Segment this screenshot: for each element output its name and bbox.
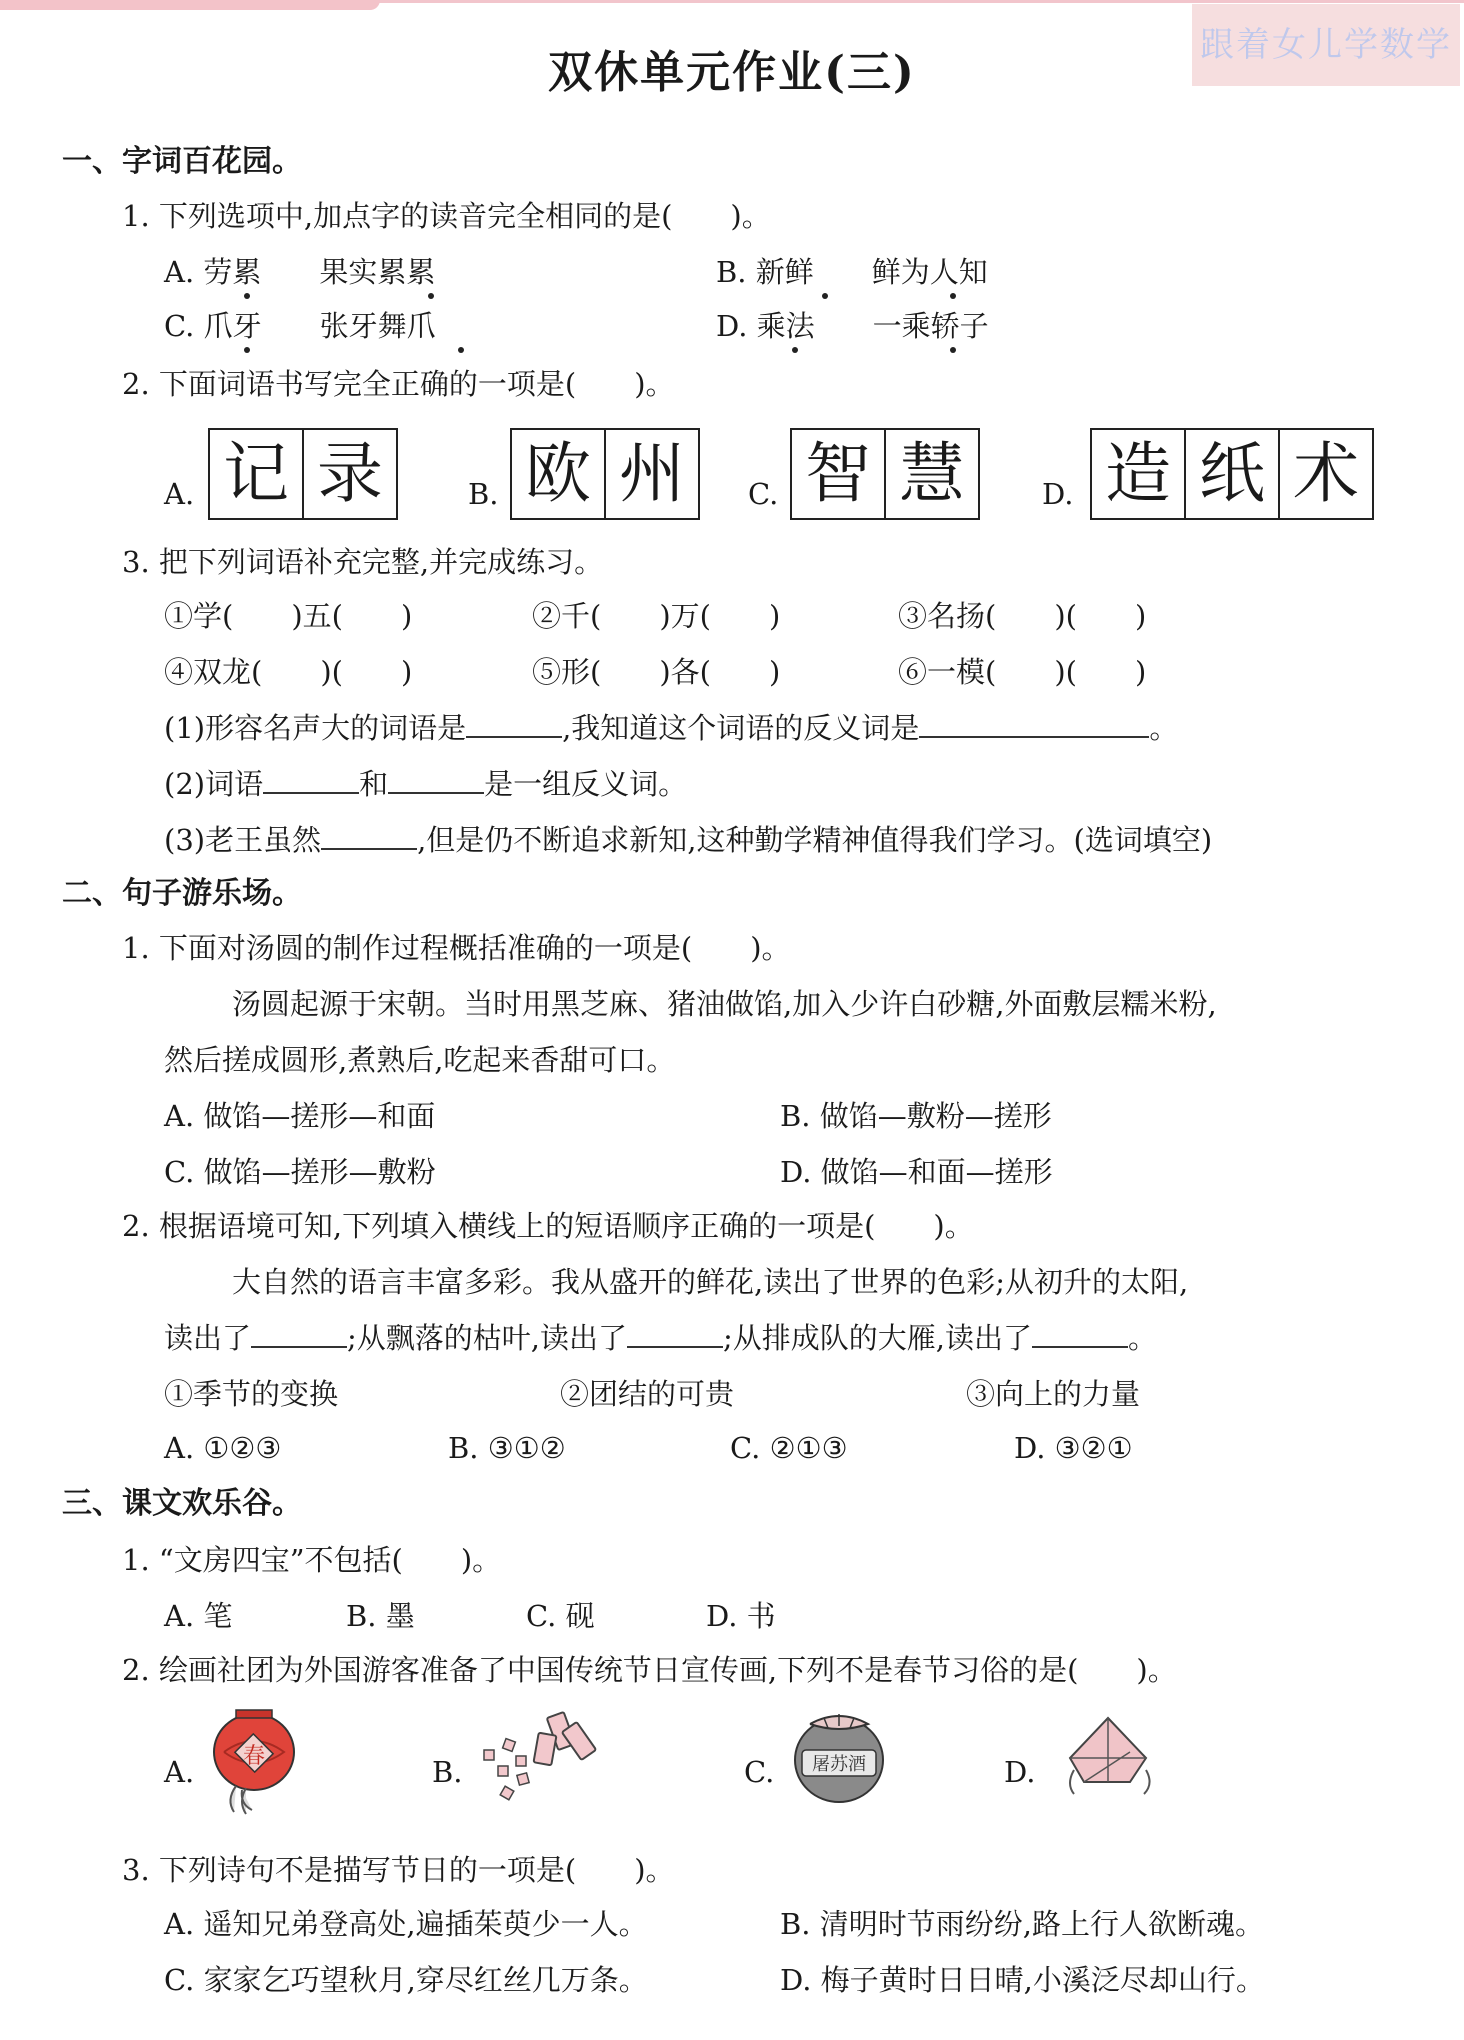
text: ;从排成队的大雁,读出了 — [723, 1321, 1033, 1355]
text: ;从飘落的枯叶,读出了 — [347, 1321, 628, 1355]
s3-q3-option-c: C. 家家乞巧望秋月,穿尽红丝几万条。 — [164, 1963, 648, 1997]
s2-q2-passage-line-2 — [164, 1318, 1157, 1358]
s2-q1-option-a: A. 做馅—搓形—和面 — [164, 1099, 436, 1133]
text: (2)词语 — [164, 767, 264, 801]
s3-q1-option-c: C. 砚 — [526, 1599, 595, 1633]
emphasis-dot — [428, 293, 434, 299]
text: ,我知道这个词语的反义词是 — [562, 711, 920, 745]
s3-q2-label-c: C. — [744, 1755, 775, 1789]
s2-q1-option-d: D. 做馅—和面—搓形 — [780, 1155, 1053, 1189]
s3-q3-option-a: A. 遥知兄弟登高处,遍插茱萸少一人。 — [164, 1907, 648, 1941]
s1-q3-part-2 — [164, 764, 687, 804]
s2-q2-option-d: D. ③②① — [1014, 1431, 1133, 1465]
s1-q1-option-b: B. 新鲜 鲜为人知 — [716, 255, 988, 289]
s2-q1-option-c: C. 做馅—搓形—敷粉 — [164, 1155, 436, 1189]
section-1-heading: 一、字词百花园。 — [62, 144, 302, 179]
answer-blank[interactable] — [919, 708, 1149, 738]
answer-blank[interactable] — [627, 1318, 723, 1348]
lantern-char: 春 — [242, 1744, 266, 1769]
text: ,但是仍不断追求新知,这种勤学精神值得我们学习。(选词填空) — [417, 823, 1213, 857]
s1-q3-item-2: ②千( )万( ) — [532, 599, 781, 633]
s1-q1-option-a: A. 劳累 果实累累 — [164, 255, 436, 289]
section-3-heading: 三、课文欢乐谷。 — [62, 1486, 302, 1521]
s3-q2-label-a: A. — [164, 1755, 195, 1789]
s2-q2-phrase-2: ②团结的可贵 — [560, 1377, 735, 1411]
word-grid-a — [208, 428, 398, 520]
text: 。 — [1149, 711, 1179, 745]
grid-char: 术 — [1278, 430, 1372, 518]
page-title: 双休单元作业(三) — [548, 47, 916, 98]
emphasis-dot — [950, 347, 956, 353]
s2-q1-passage-line-1: 汤圆起源于宋朝。当时用黑芝麻、猪油做馅,加入少许白砂糖,外面敷层糯米粉, — [232, 987, 1217, 1021]
word-grid-c — [790, 428, 980, 520]
emphasis-dot — [792, 347, 798, 353]
grid-char: 造 — [1105, 435, 1171, 512]
s2-q2-option-b: B. ③①② — [448, 1431, 566, 1465]
answer-blank[interactable] — [251, 1318, 347, 1348]
s1-q2-label-b: B. — [468, 477, 499, 511]
s3-q2-label-b: B. — [432, 1755, 463, 1789]
s1-q3-item-3: ③名扬( )( ) — [898, 599, 1147, 633]
s2-q2-phrase-1: ①季节的变换 — [164, 1377, 339, 1411]
s1-q3-item-5: ⑤形( )各( ) — [532, 655, 781, 689]
text: 是一组反义词。 — [484, 767, 688, 801]
s1-q3-item-1: ①学( )五( ) — [164, 599, 413, 633]
s1-q1-option-c: C. 爪牙 张牙舞爪 — [164, 309, 436, 343]
s2-q2-stem: 2. 根据语境可知,下列填入横线上的短语顺序正确的一项是( )。 — [122, 1209, 974, 1243]
word-grid-b — [510, 428, 700, 520]
s3-q1-option-d: D. 书 — [706, 1599, 776, 1633]
s1-q1-stem: 1. 下列选项中,加点字的读音完全相同的是( )。 — [122, 199, 771, 233]
s1-q3-stem: 3. 把下列词语补充完整,并完成练习。 — [122, 545, 604, 579]
s1-q2-stem: 2. 下面词语书写完全正确的一项是( )。 — [122, 367, 675, 401]
corner-decoration — [0, 0, 380, 10]
s1-q2-label-a: A. — [164, 477, 195, 511]
lantern-illustration — [206, 1700, 306, 1820]
emphasis-dot — [950, 293, 956, 299]
grid-char: 智 — [805, 435, 871, 512]
text: (1)形容名声大的词语是 — [164, 711, 467, 745]
answer-blank[interactable] — [466, 708, 562, 738]
s1-q1-option-d: D. 乘法 一乘轿子 — [716, 309, 989, 343]
s1-q3-item-6: ⑥一模( )( ) — [898, 655, 1147, 689]
grid-char: 纸 — [1184, 430, 1278, 518]
zongzi-illustration — [1060, 1712, 1160, 1802]
s2-q2-option-a: A. ①②③ — [164, 1431, 282, 1465]
s3-q1-option-b: B. 墨 — [346, 1599, 415, 1633]
s1-q3-part-1 — [164, 708, 1178, 748]
s2-q2-passage-line-1: 大自然的语言丰富多彩。我从盛开的鲜花,读出了世界的色彩;从初升的太阳, — [232, 1265, 1189, 1299]
answer-blank[interactable] — [1032, 1318, 1128, 1348]
emphasis-dot — [822, 293, 828, 299]
answer-blank[interactable] — [263, 764, 359, 794]
text: (3)老王虽然 — [164, 823, 322, 857]
emphasis-dot — [458, 347, 464, 353]
watermark: 跟着女儿学数学 — [1192, 4, 1460, 86]
grid-char: 欧 — [525, 435, 591, 512]
text: 。 — [1128, 1321, 1158, 1355]
grid-char: 州 — [604, 430, 698, 518]
s3-q2-stem: 2. 绘画社团为外国游客准备了中国传统节日宣传画,下列不是春节习俗的是( )。 — [122, 1653, 1177, 1687]
s2-q1-stem: 1. 下面对汤圆的制作过程概括准确的一项是( )。 — [122, 931, 791, 965]
grid-char: 慧 — [884, 430, 978, 518]
s3-q3-option-d: D. 梅子黄时日日晴,小溪泛尽却山行。 — [780, 1963, 1265, 1997]
s2-q1-passage-line-2: 然后搓成圆形,煮熟后,吃起来香甜可口。 — [164, 1043, 676, 1077]
s1-q3-part-3 — [164, 820, 1212, 860]
s1-q2-label-c: C. — [748, 477, 779, 511]
grid-char: 录 — [302, 430, 396, 518]
s2-q2-option-c: C. ②①③ — [730, 1431, 848, 1465]
grid-char: 记 — [223, 435, 289, 512]
answer-blank[interactable] — [321, 820, 417, 850]
s1-q3-item-4: ④双龙( )( ) — [164, 655, 413, 689]
jar-label: 屠苏酒 — [812, 1754, 866, 1775]
s2-q1-option-b: B. 做馅—敷粉—搓形 — [780, 1099, 1052, 1133]
firecracker-illustration — [470, 1700, 620, 1810]
emphasis-dot — [244, 347, 250, 353]
s2-q2-phrase-3: ③向上的力量 — [966, 1377, 1141, 1411]
answer-blank[interactable] — [388, 764, 484, 794]
text: 和 — [359, 767, 389, 801]
emphasis-dot — [244, 293, 250, 299]
s3-q1-option-a: A. 笔 — [164, 1599, 233, 1633]
section-2-heading: 二、句子游乐场。 — [62, 876, 302, 911]
wine-jar-illustration — [784, 1700, 894, 1810]
word-grid-d — [1090, 428, 1374, 520]
s3-q1-stem: 1. “文房四宝”不包括( )。 — [122, 1543, 502, 1577]
s3-q3-stem: 3. 下列诗句不是描写节日的一项是( )。 — [122, 1853, 675, 1887]
text: 读出了 — [164, 1321, 252, 1355]
s3-q2-label-d: D. — [1004, 1755, 1036, 1789]
s3-q3-option-b: B. 清明时节雨纷纷,路上行人欲断魂。 — [780, 1907, 1264, 1941]
s1-q2-label-d: D. — [1042, 477, 1074, 511]
